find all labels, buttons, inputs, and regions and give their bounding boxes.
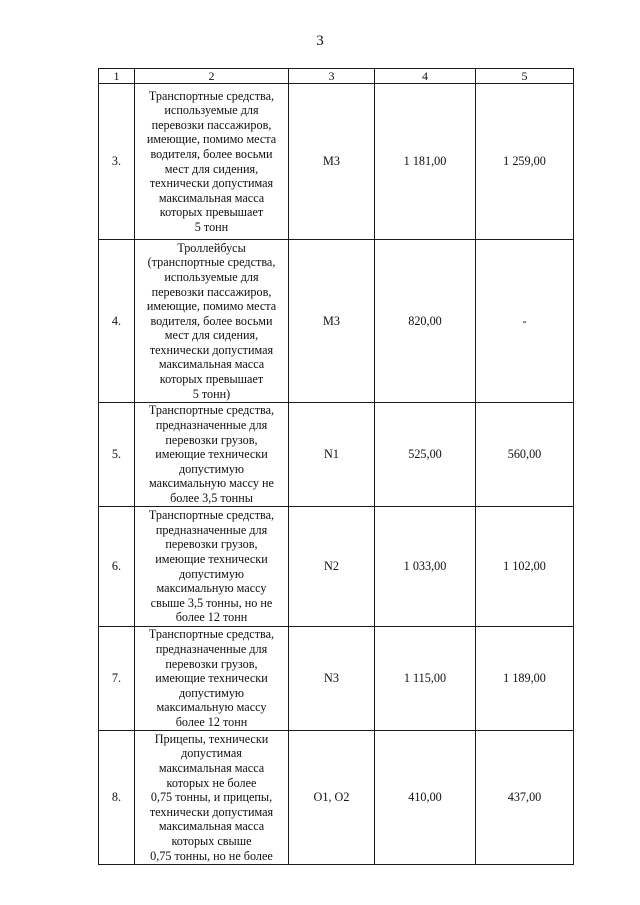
row-number: 4. [99, 240, 135, 403]
column-header: 4 [375, 69, 476, 84]
value-column-4: 1 033,00 [375, 507, 476, 627]
column-header: 5 [476, 69, 574, 84]
row-number: 7. [99, 627, 135, 731]
vehicle-description: Транспортные средства, предназначенные для перевозки грузов, имеющие технически допустимую максимальную массу свыше 3,5 тонны, но не более 12 тонн [135, 507, 289, 627]
row-number: 5. [99, 403, 135, 507]
vehicle-category: N2 [289, 507, 375, 627]
value-column-5: - [476, 240, 574, 403]
tariff-table [98, 68, 574, 865]
table-row [99, 240, 574, 403]
column-header: 2 [135, 69, 289, 84]
value-column-4: 525,00 [375, 403, 476, 507]
vehicle-category: О1, О2 [289, 731, 375, 865]
vehicle-category: N1 [289, 403, 375, 507]
row-number: 3. [99, 84, 135, 240]
column-header: 3 [289, 69, 375, 84]
value-column-5: 1 102,00 [476, 507, 574, 627]
vehicle-description: Транспортные средства, используемые для перевозки пассажиров, имеющие, помимо места водителя, более восьми мест для сидения, технически допустимая максимальная масса которых превышает 5 тонн [135, 84, 289, 240]
value-column-5: 560,00 [476, 403, 574, 507]
vehicle-description: Прицепы, технически допустимая максимальная масса которых не более 0,75 тонны, и прицепы, технически допустимая максимальная масса которых свыше 0,75 тонны, но не более [135, 731, 289, 865]
value-column-5: 437,00 [476, 731, 574, 865]
vehicle-description: Троллейбусы (транспортные средства, используемые для перевозки пассажиров, имеющие, помимо места водителя, более восьми мест для сидения, технически допустимая максимальная масса которых превышает 5 тонн) [135, 240, 289, 403]
vehicle-category: N3 [289, 627, 375, 731]
table-row [99, 507, 574, 627]
row-number: 6. [99, 507, 135, 627]
column-header: 1 [99, 69, 135, 84]
table-row [99, 627, 574, 731]
row-number: 8. [99, 731, 135, 865]
vehicle-category: М3 [289, 240, 375, 403]
table-row [99, 403, 574, 507]
value-column-5: 1 259,00 [476, 84, 574, 240]
value-column-4: 410,00 [375, 731, 476, 865]
vehicle-category: М3 [289, 84, 375, 240]
value-column-4: 820,00 [375, 240, 476, 403]
table-row [99, 84, 574, 240]
value-column-4: 1 181,00 [375, 84, 476, 240]
table-row [99, 731, 574, 865]
vehicle-description: Транспортные средства, предназначенные для перевозки грузов, имеющие технически допустимую максимальную массу более 12 тонн [135, 627, 289, 731]
vehicle-description: Транспортные средства, предназначенные для перевозки грузов, имеющие технически допустимую максимальную массу не более 3,5 тонны [135, 403, 289, 507]
value-column-5: 1 189,00 [476, 627, 574, 731]
page-number: 3 [316, 33, 324, 49]
table-header-row [99, 69, 574, 84]
value-column-4: 1 115,00 [375, 627, 476, 731]
